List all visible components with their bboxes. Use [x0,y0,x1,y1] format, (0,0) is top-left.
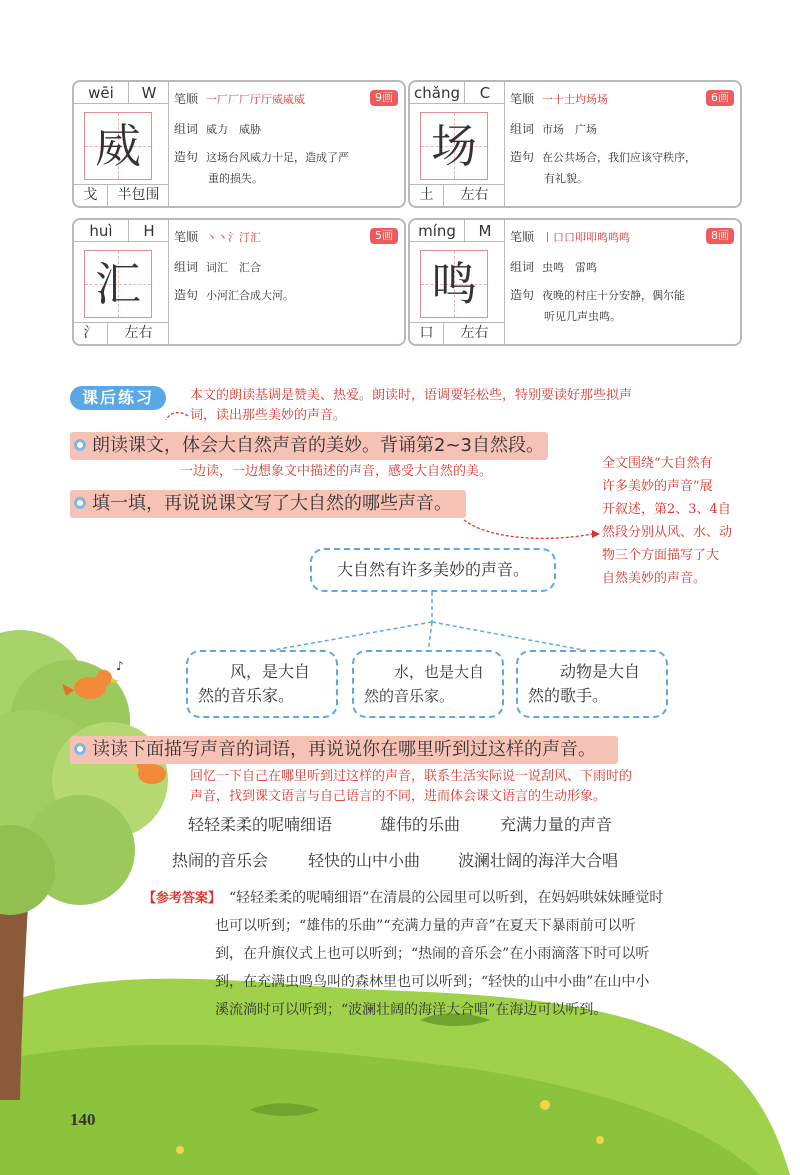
sentence-label: 造句 [174,150,199,164]
reference-answer: “轻轻柔柔的呢喃细语”在清晨的公园里可以听到，在妈妈哄妹妹睡觉时 也可以听到；“雄伟的乐曲”“充满力量的声音”在夏天下暴雨前可以听 到，在升旗仪式上也可以听到；“热闹的音乐会”在小雨滴落下时可以听 到，在充满虫鸣鸟叫的森林里也可以听到；“轻快的山中小曲”在山中小 溪流淌时可以听到；“波澜壮阔的海洋大合唱”在海边可以听到。 [215,890,664,1018]
words: 市场 广场 [542,123,598,136]
tianzige-grid [84,250,152,318]
character: 威 [95,119,141,173]
pinyin: wēi [74,82,129,104]
capital-letter: M [465,220,505,242]
radical: 戈 [74,185,108,206]
pinyin: chǎng [410,82,465,104]
capital-letter: W [129,82,169,104]
radical: 口 [410,323,444,344]
diagram-bubble-wind: 风，是大自 然的音乐家。 [186,650,338,718]
sound-word: 充满力量的声音 [500,815,613,834]
stroke-label: 笔顺 [510,230,535,244]
sentence: 在公共场合，我们应该守秩序， [542,151,697,164]
stroke-count-badge: 8画 [706,228,734,244]
sentence: 这场台风威力十足，造成了严 [206,151,350,164]
sound-word: 热闹的音乐会 [172,851,269,870]
character: 场 [431,119,477,173]
words: 虫鸣 雷鸣 [542,261,598,274]
tianzige-grid [84,112,152,180]
stroke-order: 一厂厂厂厅厅威威威 [206,93,306,106]
reading-note: 本文的朗读基调是赞美、热爱。朗读时，语调要轻松些，特别要读好那些拟声 词，读出那些美妙的声音。 [190,388,633,423]
sentence: 小河汇合成大河。 [206,289,295,302]
radical: 氵 [74,323,108,344]
stroke-order: 丨口口叩叩鸣鸣鸣 [542,231,631,244]
sentence-label: 造句 [510,150,535,164]
diagram-main-bubble: 大自然有许多美妙的声音。 [310,548,556,592]
stroke-label: 笔顺 [510,92,535,106]
diagram-bubble-animals: 动物是大自 然的歌手。 [516,650,668,718]
stroke-label: 笔顺 [174,230,199,244]
question-2: 填一填，再说说课文写了大自然的哪些声音。 [70,490,466,518]
stroke-count-badge: 6画 [706,90,734,106]
words-label: 组词 [174,122,199,136]
words: 威力 威胁 [206,123,262,136]
words-label: 组词 [510,122,535,136]
sentence: 夜晚的村庄十分安静，偶尔能 [542,289,686,302]
structure: 左右 [460,325,489,341]
capital-letter: H [129,220,169,242]
sentence-label: 造句 [174,288,199,302]
diagram-bubble-water: 水，也是大自 然的音乐家。 [352,650,504,718]
sentence-cont: 重的损失。 [208,172,263,185]
structure: 左右 [124,325,153,341]
stroke-order: 丶丶氵汀汇 [206,231,262,244]
bullet-icon [74,743,86,755]
pinyin: huì [74,220,129,242]
question-1-note: 一边读，一边想象文中描述的声音，感受大自然的美。 [180,464,493,479]
answer-label: 【参考答案】 [143,887,221,906]
stroke-order: 一十土圴场场 [542,93,609,106]
question-1: 朗读课文，体会大自然声音的美妙。背诵第2~3自然段。 [70,432,548,460]
sentence-cont: 有礼貌。 [544,172,588,185]
words: 词汇 汇合 [206,261,262,274]
pinyin: míng [410,220,465,242]
sentence-cont: 听见几声虫鸣。 [544,310,621,323]
sentence-label: 造句 [510,288,535,302]
stroke-label: 笔顺 [174,92,199,106]
question-3-note: 回忆一下自己在哪里听到过这样的声音，联系生活实际说一说刮风、下雨时的 声音，找到课文语言与自己语言的不同，进而体会课文语言的生动形象。 [190,769,633,804]
structure: 左右 [460,187,489,203]
sound-word: 雄伟的乐曲 [380,815,461,834]
structure: 半包围 [117,187,160,203]
tianzige-grid [420,112,488,180]
words-label: 组词 [510,260,535,274]
stroke-count-badge: 5画 [370,228,398,244]
sound-word: 轻快的山中小曲 [308,851,421,870]
character: 鸣 [431,257,477,311]
sound-word: 波澜壮阔的海洋大合唱 [458,851,619,870]
svg-text:♪: ♪ [116,659,124,673]
tianzige-grid [420,250,488,318]
capital-letter: C [465,82,505,104]
question-3: 读读下面描写声音的词语，再说说你在哪里听到过这样的声音。 [70,736,618,764]
side-note: 全文围绕“大自然有 许多美妙的声音”展 开叙述，第2、3、4自 然段分别从风、水、动 物三个方面描写了大 自然美妙的声音。 [602,456,733,586]
words-label: 组词 [174,260,199,274]
stroke-count-badge: 9画 [370,90,398,106]
character: 汇 [95,257,141,311]
page-number: 140 [70,1110,96,1129]
radical: 土 [410,185,444,206]
exercise-tag: 课后练习 [70,386,166,410]
sound-word: 轻轻柔柔的呢喃细语 [188,815,333,834]
